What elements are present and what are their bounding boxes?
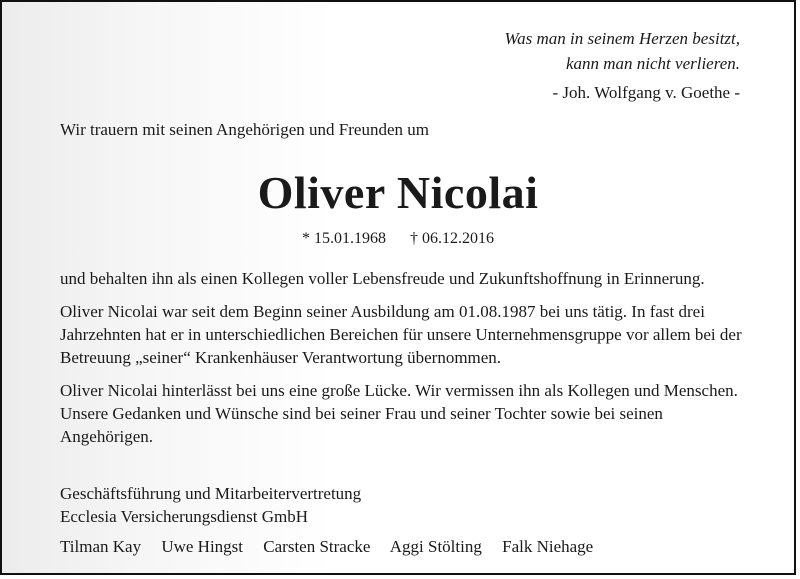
body-paragraph: und behalten ihn als einen Kollegen voller Lebensfreude und Zukunftshoffnung in Erinnerung. [60, 269, 705, 288]
deceased-name: Oliver Nicolai [257, 167, 539, 218]
goethe-quote [505, 26, 740, 105]
intro-text: Wir trauern mit seinen Angehörigen und Freunden um [60, 120, 429, 139]
quote-line: kann man nicht verlieren. [565, 54, 740, 73]
body-paragraph: Oliver Nicolai war seit dem Beginn seiner Ausbildung am 01.08.1987 bei uns tätig. In fast drei Jahrzehnten hat er in unterschiedlichen Bereichen für unsere Unternehmensgruppe vor allem bei der Betreuung „seiner“ Krankenhäuser Verantwortung übernommen. [60, 302, 742, 367]
signatory-name: Falk Niehage [502, 537, 594, 556]
signatory-name: Uwe Hingst [161, 537, 244, 556]
signatory-name: Aggi Stölting [389, 537, 482, 556]
signatory-name: Tilman Kay [60, 537, 142, 556]
birth-date: * 15.01.1968 [302, 230, 386, 247]
quote-author: - Joh. Wolfgang v. Goethe - [552, 83, 740, 102]
signature-block [60, 482, 361, 528]
company-name: Ecclesia Versicherungsdienst GmbH [60, 507, 309, 526]
life-dates [2, 230, 794, 248]
quote-line: Was man in seinem Herzen besitzt, [504, 29, 740, 48]
signatory-list [60, 537, 609, 557]
signature-line: Geschäftsführung und Mitarbeitervertretung [60, 484, 362, 503]
obituary-body [60, 267, 750, 458]
signatory-name: Carsten Stracke [263, 537, 371, 556]
body-paragraph: Oliver Nicolai hinterlässt bei uns eine große Lücke. Wir vermissen ihn als Kollegen und Menschen. Unsere Gedanken und Wünsche sind bei seiner Frau und seiner Tochter sowie bei seinen Angehörigen. [60, 381, 738, 446]
death-date: † 06.12.2016 [410, 230, 494, 247]
